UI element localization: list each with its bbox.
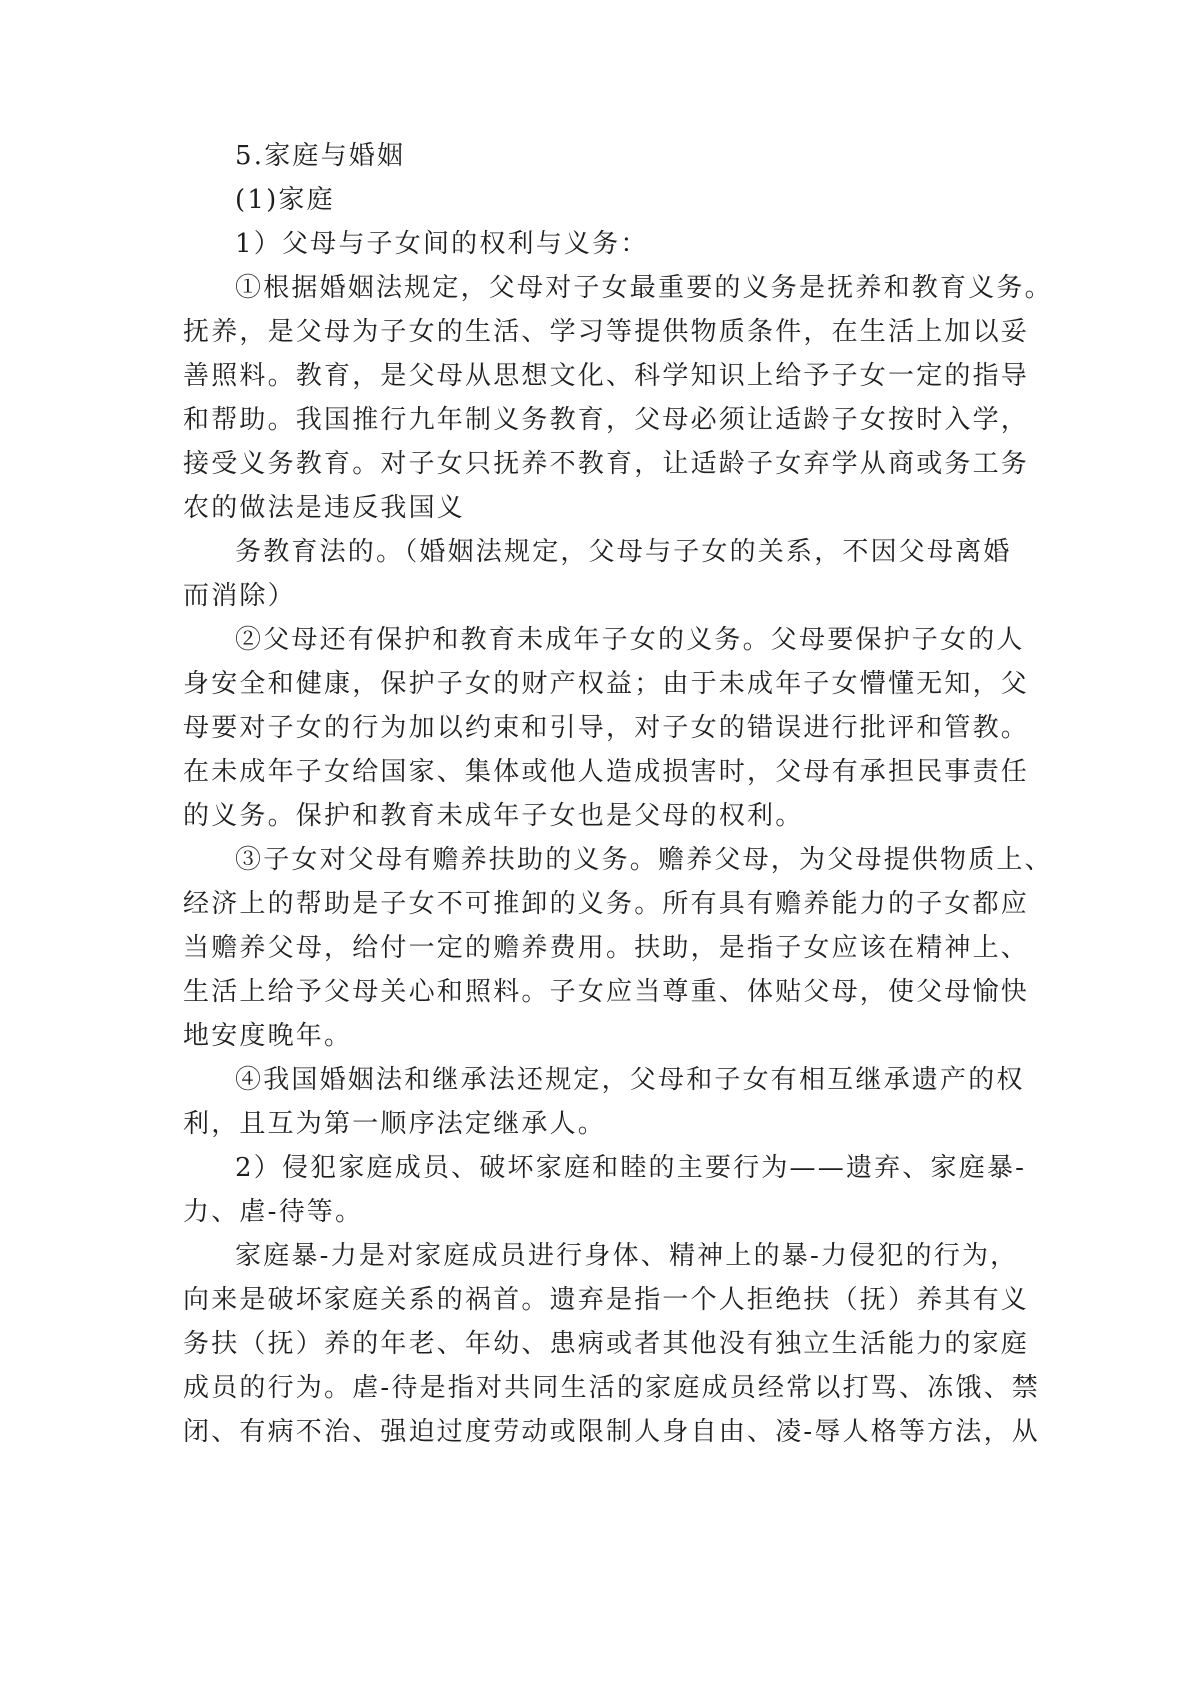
paragraph-line: 的义务。保护和教育未成年子女也是父母的权利。 bbox=[183, 801, 804, 831]
paragraph-line: 接受义务教育。对子女只抚养不教育，让适龄子女弃学从商或务工务 bbox=[183, 449, 1030, 479]
subsection-heading: (1)家庭 bbox=[235, 185, 335, 215]
paragraph-line: 而消除） bbox=[183, 581, 296, 611]
paragraph-line: 善照料。教育，是父母从思想文化、科学知识上给予子女一定的指导 bbox=[183, 361, 1030, 391]
paragraph-line: ③子女对父母有赡养扶助的义务。赡养父母，为父母提供物质上、 bbox=[235, 845, 1053, 875]
paragraph-line: ④我国婚姻法和继承法还规定，父母和子女有相互继承遗产的权 bbox=[235, 1065, 1025, 1095]
topic-heading: 2）侵犯家庭成员、破坏家庭和睦的主要行为——遗弃、家庭暴- bbox=[235, 1153, 1027, 1183]
paragraph-line: 身安全和健康，保护子女的财产权益；由于未成年子女懵懂无知，父 bbox=[183, 669, 1030, 699]
paragraph-line: 力、虐-待等。 bbox=[183, 1197, 364, 1227]
paragraph-line: 闭、有病不治、强迫过度劳动或限制人身自由、凌-辱人格等方法，从 bbox=[183, 1417, 1040, 1447]
section-heading: 5.家庭与婚姻 bbox=[235, 141, 406, 171]
paragraph-line: 地安度晚年。 bbox=[183, 1021, 353, 1051]
paragraph-line: 在未成年子女给国家、集体或他人造成损害时，父母有承担民事责任 bbox=[183, 757, 1030, 787]
paragraph-line: 家庭暴-力是对家庭成员进行身体、精神上的暴-力侵犯的行为， bbox=[235, 1241, 1019, 1271]
paragraph-line: ②父母还有保护和教育未成年子女的义务。父母要保护子女的人 bbox=[235, 625, 1025, 655]
paragraph-line: 向来是破坏家庭关系的祸首。遗弃是指一个人拒绝扶（抚）养其有义 bbox=[183, 1285, 1030, 1315]
paragraph-line: 利，且互为第一顺序法定继承人。 bbox=[183, 1109, 607, 1139]
paragraph-line: 农的做法是违反我国义 bbox=[183, 493, 466, 523]
paragraph-line: 经济上的帮助是子女不可推卸的义务。所有具有赡养能力的子女都应 bbox=[183, 889, 1030, 919]
paragraph-line: 母要对子女的行为加以约束和引导，对子女的错误进行批评和管教。 bbox=[183, 713, 1030, 743]
paragraph-line: 和帮助。我国推行九年制义务教育，父母必须让适龄子女按时入学， bbox=[183, 405, 1030, 435]
paragraph-line: 当赡养父母，给付一定的赡养费用。扶助，是指子女应该在精神上、 bbox=[183, 933, 1030, 963]
document-body bbox=[183, 134, 1053, 1454]
paragraph-line: ①根据婚姻法规定，父母对子女最重要的义务是抚养和教育义务。 bbox=[235, 273, 1053, 303]
paragraph-line: 务扶（抚）养的年老、年幼、患病或者其他没有独立生活能力的家庭 bbox=[183, 1329, 1030, 1359]
paragraph-line: 抚养，是父母为子女的生活、学习等提供物质条件，在生活上加以妥 bbox=[183, 317, 1030, 347]
paragraph-line: 务教育法的。（婚姻法规定，父母与子女的关系，不因父母离婚 bbox=[235, 537, 1012, 567]
paragraph-line: 成员的行为。虐-待是指对共同生活的家庭成员经常以打骂、冻饿、禁 bbox=[183, 1373, 1040, 1403]
topic-heading: 1）父母与子女间的权利与义务： bbox=[235, 229, 649, 259]
paragraph-line: 生活上给予父母关心和照料。子女应当尊重、体贴父母，使父母愉快 bbox=[183, 977, 1030, 1007]
